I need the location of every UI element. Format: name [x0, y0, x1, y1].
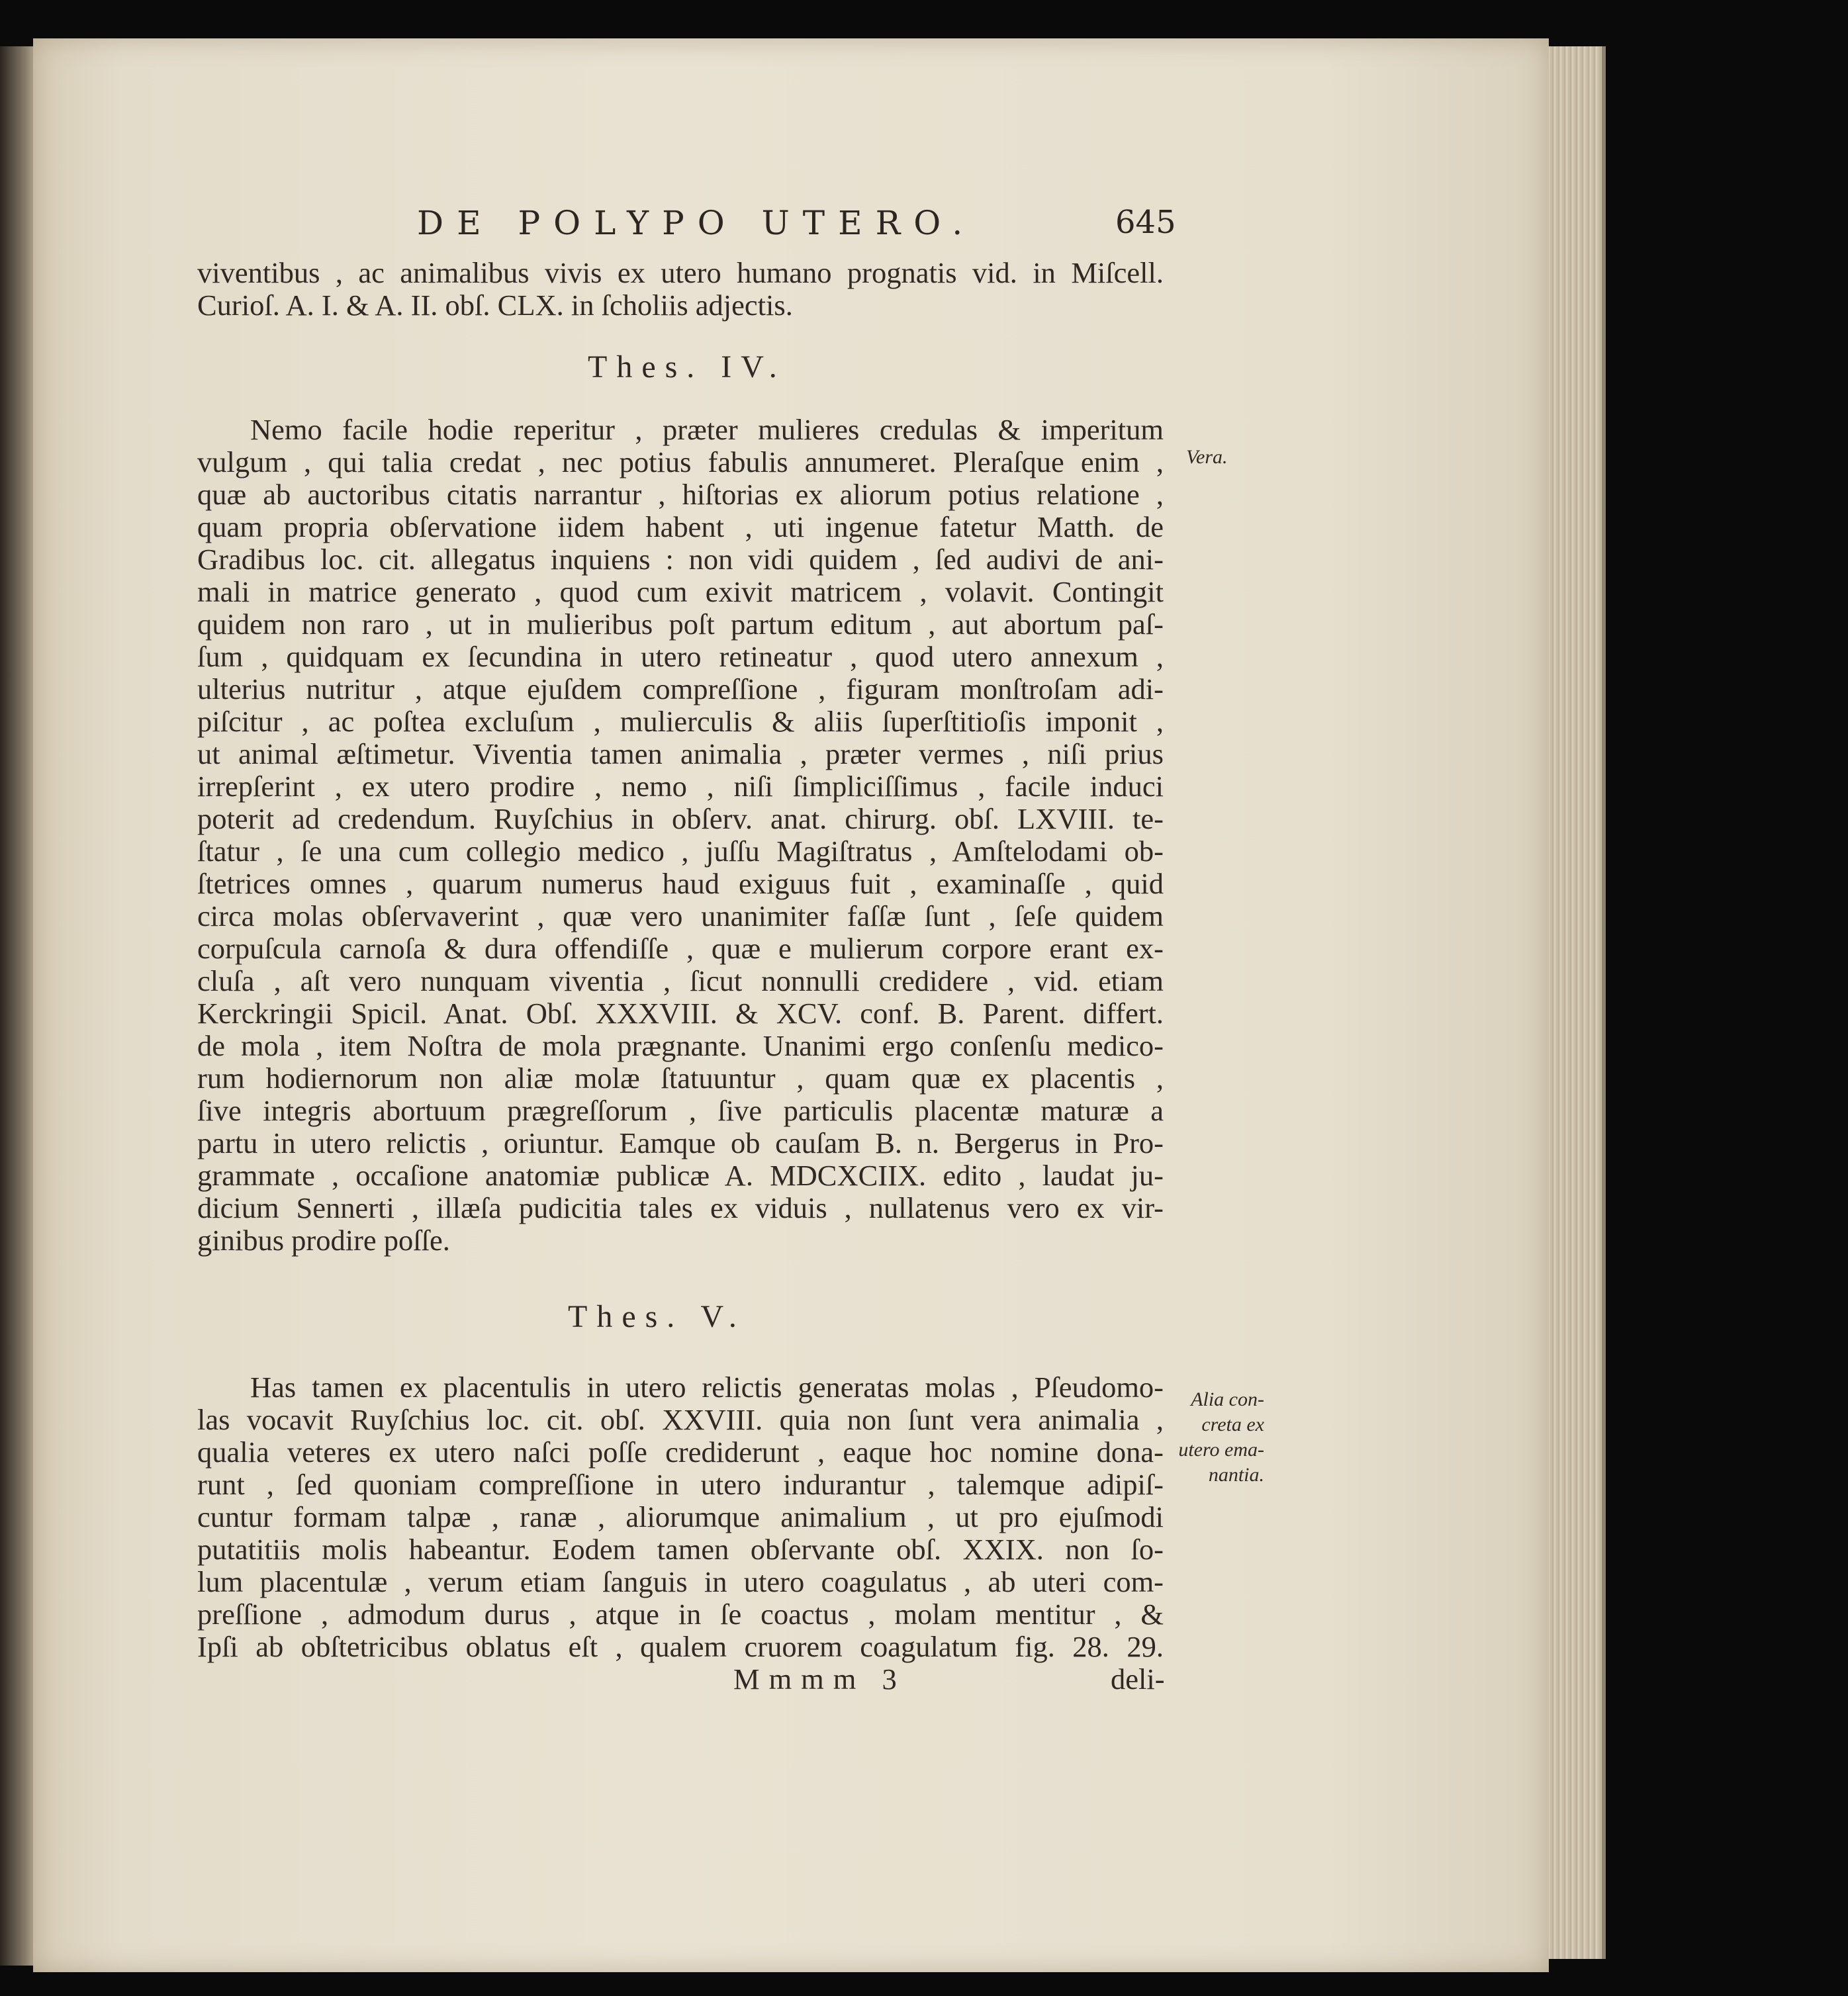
text-line: rum hodiernorum non aliæ molæ ſtatuuntur , quam quæ ex placentis ,: [197, 1062, 1164, 1095]
text-line: cluſa , aſt vero nunquam viventia , ſicut nonnulli credidere , vid. etiam: [197, 964, 1164, 997]
text-line: circa molas obſervaverint , quæ vero unanimiter faſſæ ſunt , ſeſe quidem: [197, 899, 1164, 932]
text-line: Kerckringii Spicil. Anat. Obſ. XXXVIII. & XCV. conf. B. Parent. differt.: [197, 997, 1164, 1030]
margin-note-line: nantia.: [1208, 1464, 1264, 1486]
text-line: putatitiis molis habeantur. Eodem tamen obſervante obſ. XXIX. non ſo-: [197, 1533, 1164, 1566]
text-line: grammate , occaſione anatomiæ publicæ A. MDCXCIIX. edito , laudat ju-: [197, 1159, 1164, 1192]
text-line: ſive integris abortuum prægreſſorum , ſive particulis placentæ maturæ a: [197, 1094, 1164, 1127]
page-number: 645: [1115, 204, 1176, 241]
text-line: piſcitur , ac poſtea excluſum , mulierculis & aliis ſuperſtitioſis imponit ,: [197, 705, 1164, 738]
text-line: Gradibus loc. cit. allegatus inquiens : non vidi quidem , ſed audivi de ani-: [197, 543, 1164, 576]
text-line: vulgum , qui talia credat , nec potius fabulis annumeret. Pleraſque enim ,: [197, 445, 1164, 478]
margin-note-line: utero ema-: [1178, 1439, 1264, 1461]
catchword: deli-: [1111, 1662, 1165, 1696]
signature-mark: Mmmm 3: [733, 1662, 906, 1696]
text-line: las vocavit Ruyſchius loc. cit. obſ. XXVIII. quia non ſunt vera animalia ,: [197, 1403, 1164, 1436]
text-line: de mola , item Noſtra de mola prægnante. Unanimi ergo conſenſu medico-: [197, 1029, 1164, 1062]
running-title: DE POLYPO UTERO.: [417, 204, 976, 242]
text-line: quæ ab auctoribus citatis narrantur , hiſtorias ex aliorum potius relatione ,: [197, 478, 1164, 511]
text-line: runt , ſed quoniam compreſſione in utero indurantur , talemque adipiſ-: [197, 1468, 1164, 1501]
margin-note-line: Alia con-: [1191, 1388, 1264, 1410]
section-heading-thes-5: Thes. V.: [568, 1299, 746, 1334]
text-line: ſum , quidquam ex ſecundina in utero retineatur , quod utero annexum ,: [197, 640, 1164, 673]
section-heading-thes-4: Thes. IV.: [588, 349, 786, 385]
page-footer: [197, 1663, 1164, 1696]
text-line: Ipſi ab obſtetricibus oblatus eſt , qualem cruorem coagulatum fig. 28. 29.: [197, 1630, 1164, 1663]
text-line: cuntur formam talpæ , ranæ , aliorumque animalium , ut pro ejuſmodi: [197, 1500, 1164, 1533]
text-line: quam propria obſervatione iidem habent , uti ingenue fatetur Matth. de: [197, 510, 1164, 543]
text-line: lum placentulæ , verum etiam ſanguis in utero coagulatus , ab uteri com-: [197, 1565, 1164, 1598]
text-line: quidem non raro , ut in mulieribus poſt partum editum , aut abortum paſ-: [197, 608, 1164, 641]
text-line: irrepſerint , ex utero prodire , nemo , niſi ſimpliciſſimus , facile induci: [197, 770, 1164, 803]
book-page: [33, 38, 1549, 1972]
text-line: ut animal æſtimetur. Viventia tamen animalia , præter vermes , niſi prius: [197, 737, 1164, 770]
text-line: ginibus prodire poſſe.: [197, 1224, 450, 1257]
text-line: poterit ad credendum. Ruyſchius in obſerv. anat. chirurg. obſ. LXVIII. te-: [197, 802, 1164, 835]
text-line: viventibus , ac animalibus vivis ex utero humano prognatis vid. in Miſcell.: [197, 256, 1164, 289]
margin-note-line: creta ex: [1201, 1414, 1264, 1435]
text-line: partu in utero relictis , oriuntur. Eamque ob cauſam B. n. Bergerus in Pro-: [197, 1126, 1164, 1159]
text-line: ulterius nutritur , atque ejuſdem compreſſione , figuram monſtroſam adi-: [197, 672, 1164, 705]
text-line: mali in matrice generato , quod cum exivit matricem , volavit. Contingit: [197, 575, 1164, 608]
text-line: ſtetrices omnes , quarum numerus haud exiguus fuit , examinaſſe , quid: [197, 867, 1164, 900]
facing-page-edge: [0, 46, 37, 1966]
text-line: Has tamen ex placentulis in utero relictis generatas molas , Pſeudomo-: [250, 1371, 1164, 1404]
margin-note-vera: Vera.: [1186, 446, 1228, 468]
text-line: Curioſ. A. I. & A. II. obſ. CLX. in ſcholiis adjectis.: [197, 289, 793, 322]
text-line: dicium Sennerti , illæſa pudicitia tales ex viduis , nullatenus vero ex vir-: [197, 1191, 1164, 1224]
body-text: [197, 257, 1164, 1696]
text-line: corpuſcula carnoſa & dura offendiſſe , quæ e mulierum corpore erant ex-: [197, 932, 1164, 965]
text-line: ſtatur , ſe una cum collegio medico , juſſu Magiſtratus , Amſtelodami ob-: [197, 835, 1164, 868]
text-line: Nemo facile hodie reperitur , præter mulieres credulas & imperitum: [250, 413, 1164, 446]
margin-note-alia: [1152, 1387, 1264, 1488]
text-line: qualia veteres ex utero naſci poſſe crediderunt , eaque hoc nomine dona-: [197, 1435, 1164, 1469]
text-line: preſſione , admodum durus , atque in ſe coactus , molam mentitur , &: [197, 1598, 1164, 1631]
